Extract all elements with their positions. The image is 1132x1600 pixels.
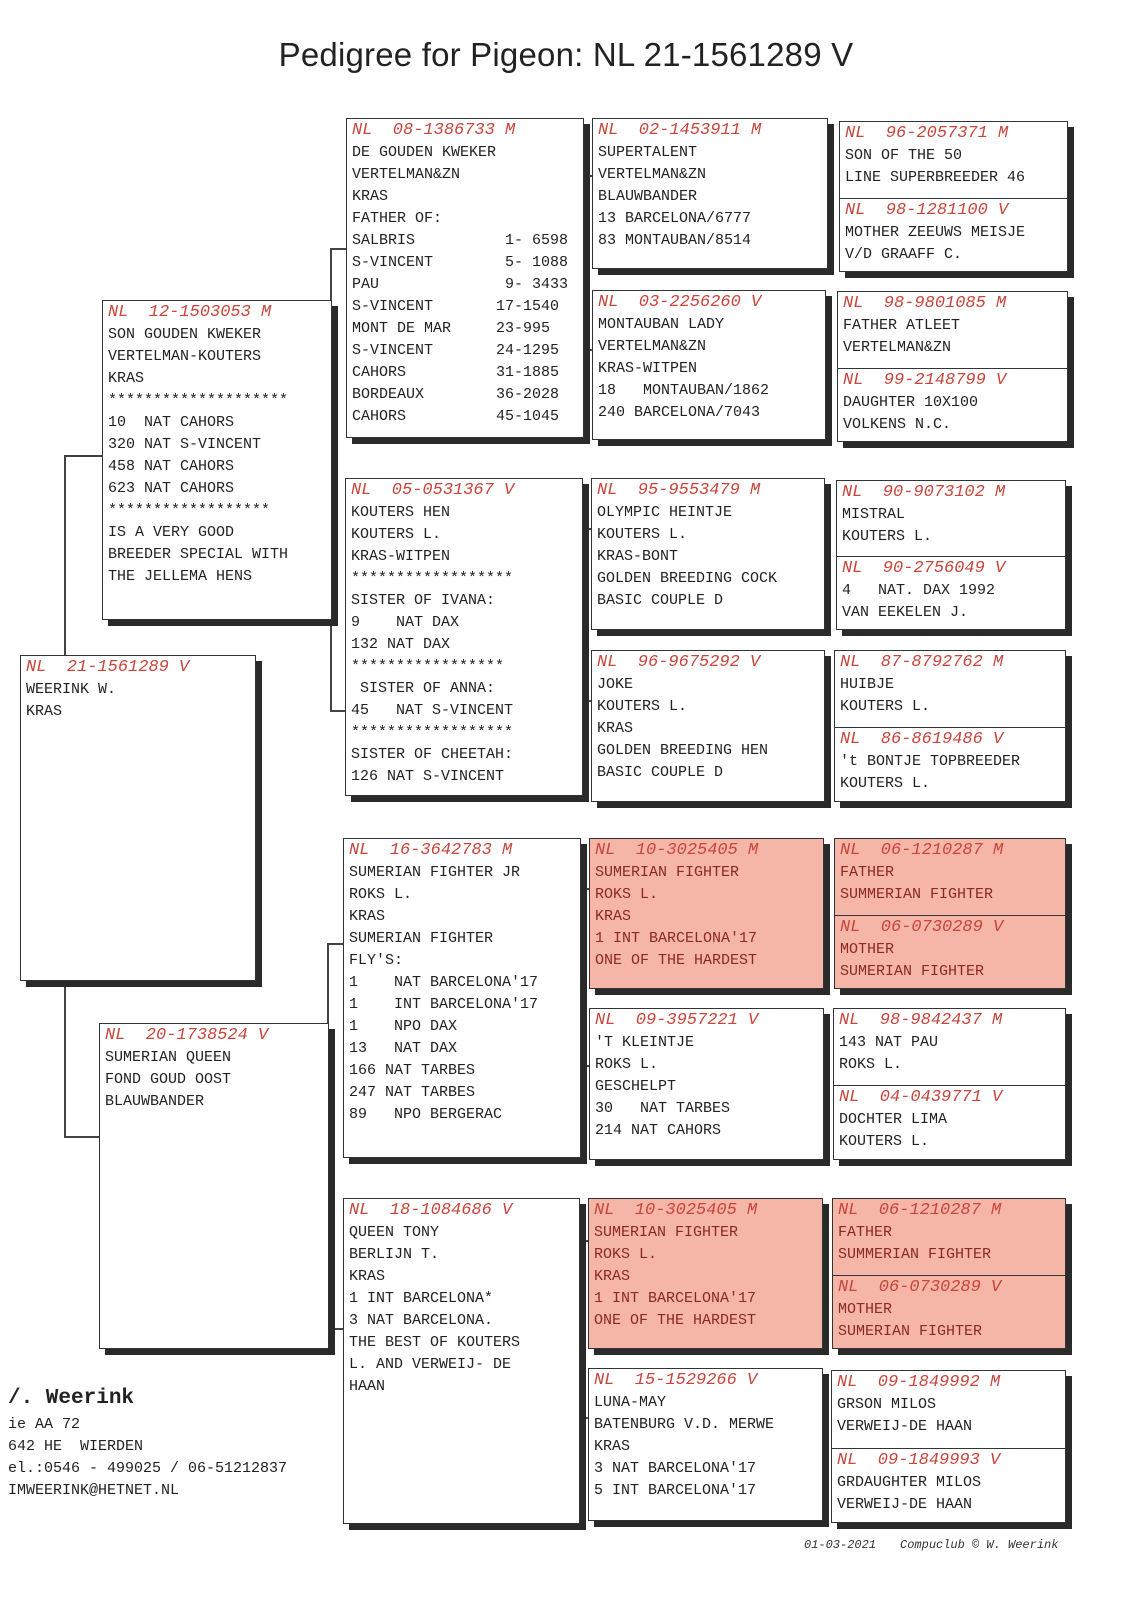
pigeon-info-line: SUMERIAN QUEEN [105, 1049, 232, 1066]
g5-cell [833, 1199, 1065, 1275]
pigeon-info-line: L. AND VERWEIJ- DE [349, 1356, 512, 1373]
ssd-card [592, 290, 826, 440]
dds-card [588, 1198, 823, 1349]
ring-number: NL 90-2756049 V [842, 559, 1006, 578]
pigeon-info-line: SALBRIS 1- 6598 [352, 232, 569, 249]
pigeon-info-line: 623 NAT CAHORS [108, 480, 235, 497]
pigeon-info-line: 13 NAT DAX [349, 1040, 458, 1057]
ring-number: NL 98-9801085 M [843, 294, 1007, 313]
pigeon-info-line: KRAS [349, 908, 386, 925]
ring-number: NL 96-9675292 V [597, 653, 761, 672]
pigeon-info-line: 320 NAT S-VINCENT [108, 436, 262, 453]
pigeon-info-line: VAN EEKELEN J. [842, 604, 969, 621]
g5-cell [834, 1085, 1065, 1160]
pigeon-info-line: KOUTERS L. [351, 526, 442, 543]
ring-number: NL 08-1386733 M [352, 121, 516, 140]
pigeon-info-line: 9 NAT DAX [351, 614, 460, 631]
owner-line: 642 HE WIERDEN [8, 1438, 144, 1455]
pigeon-info-line: DE GOUDEN KWEKER [352, 144, 497, 161]
connector-dam [64, 1136, 99, 1138]
pigeon-info-line: KRAS [108, 370, 145, 387]
pigeon-info-line: S-VINCENT 24-1295 [352, 342, 560, 359]
pigeon-info-line: SISTER OF CHEETAH: [351, 746, 514, 763]
pigeon-info-line: FLY'S: [349, 952, 404, 969]
ring-number: NL 98-1281100 V [845, 201, 1009, 220]
pigeon-info-line: KRAS [597, 720, 634, 737]
pigeon-info-line: 458 NAT CAHORS [108, 458, 235, 475]
pigeon-info-line: GESCHELPT [595, 1078, 677, 1095]
sire-dam-card [345, 478, 583, 796]
pigeon-info-line: FATHER ATLEET [843, 317, 961, 334]
pigeon-info-line: DAUGHTER 10X100 [843, 394, 979, 411]
pigeon-info-line: MOTHER [838, 1301, 893, 1318]
pigeon-info-line: 3 NAT BARCELONA'17 [594, 1460, 757, 1477]
pigeon-info-line: BLAUWBANDER [105, 1093, 205, 1110]
pigeon-info-line: LUNA-MAY [594, 1394, 667, 1411]
pigeon-info-line: 45 NAT S-VINCENT [351, 702, 514, 719]
pigeon-info-line: CAHORS 45-1045 [352, 408, 560, 425]
pigeon-info-line: KRAS [352, 188, 389, 205]
pigeon-info-line: KOUTERS L. [597, 526, 688, 543]
ring-number: NL 15-1529266 V [594, 1371, 758, 1390]
g5-cell [840, 198, 1067, 272]
pigeon-info-line: MOTHER ZEEUWS MEISJE [845, 224, 1026, 241]
ring-number: NL 09-1849992 M [837, 1373, 1001, 1392]
ring-number: NL 21-1561289 V [26, 658, 190, 677]
pigeon-info-line: 1 INT BARCELONA'17 [349, 996, 539, 1013]
pigeon-info-line: 30 NAT TARBES [595, 1100, 731, 1117]
ring-number: NL 86-8619486 V [840, 730, 1004, 749]
g5-cell [837, 481, 1065, 556]
ring-number: NL 06-1210287 M [840, 841, 1004, 860]
ring-number: NL 06-0730289 V [840, 918, 1004, 937]
pigeon-info-line: BLAUWBANDER [598, 188, 698, 205]
dam-dam-card [343, 1198, 580, 1524]
pigeon-info-line: CAHORS 31-1885 [352, 364, 560, 381]
ring-number: NL 90-9073102 M [842, 483, 1006, 502]
ring-number: NL 98-9842437 M [839, 1011, 1003, 1030]
ring-number: NL 09-3957221 V [595, 1011, 759, 1030]
pigeon-info-line: OLYMPIC HEINTJE [597, 504, 733, 521]
pigeon-info-line: V/D GRAAFF C. [845, 246, 963, 263]
pigeon-info-line: MOTHER [840, 941, 895, 958]
sds-card [591, 478, 825, 630]
pigeon-info-line: 1 INT BARCELONA* [349, 1290, 494, 1307]
pigeon-info-line: ****************** [351, 724, 514, 741]
subject-card [20, 655, 256, 981]
credit: Compuclub © W. Weerink [900, 1538, 1059, 1552]
ring-number: NL 12-1503053 M [108, 303, 272, 322]
pigeon-info-line: ONE OF THE HARDEST [595, 952, 758, 969]
pigeon-info-line: VERTELMAN&ZN [598, 338, 707, 355]
pigeon-info-line: GOLDEN BREEDING HEN [597, 742, 769, 759]
ring-number: NL 02-1453911 M [598, 121, 762, 140]
pigeon-info-line: KOUTERS L. [597, 698, 688, 715]
pigeon-info-line: 3 NAT BARCELONA. [349, 1312, 494, 1329]
pigeon-info-line: SUMMERIAN FIGHTER [840, 886, 994, 903]
pigeon-info-line: 18 MONTAUBAN/1862 [598, 382, 770, 399]
ring-number: NL 06-1210287 M [838, 1201, 1002, 1220]
pigeon-info-line: ONE OF THE HARDEST [594, 1312, 757, 1329]
sire-sire-card [346, 118, 584, 438]
pigeon-info-line: ****************** [108, 502, 271, 519]
pigeon-info-line: 10 NAT CAHORS [108, 414, 235, 431]
pigeon-info-line: BATENBURG V.D. MERWE [594, 1416, 775, 1433]
pigeon-info-line: 166 NAT TARBES [349, 1062, 476, 1079]
pigeon-info-line: FATHER [840, 864, 895, 881]
ring-number: NL 18-1084686 V [349, 1201, 513, 1220]
dss-card [589, 838, 824, 989]
pigeon-info-line: KRAS [349, 1268, 386, 1285]
pigeon-info-line: S-VINCENT 17-1540 [352, 298, 560, 315]
pigeon-info-line: ROKS L. [839, 1056, 903, 1073]
g5-pair-1 [839, 121, 1068, 272]
ddd-card [588, 1368, 823, 1521]
pigeon-info-line: ****************** [351, 570, 514, 587]
g5-cell [835, 727, 1065, 802]
ring-number: NL 95-9553479 M [597, 481, 761, 500]
pigeon-info-line: 89 NPO BERGERAC [349, 1106, 503, 1123]
ring-number: NL 10-3025405 M [595, 841, 759, 860]
ring-number: NL 87-8792762 M [840, 653, 1004, 672]
g5-cell [837, 556, 1065, 630]
pigeon-info-line: KRAS-BONT [597, 548, 679, 565]
pigeon-info-line: SUMMERIAN FIGHTER [838, 1246, 992, 1263]
pigeon-info-line: GRDAUGHTER MILOS [837, 1474, 982, 1491]
g5-cell [832, 1448, 1065, 1523]
sdd-card [591, 650, 825, 802]
pigeon-info-line: KRAS [594, 1268, 631, 1285]
pigeon-info-line: SON GOUDEN KWEKER [108, 326, 262, 343]
pigeon-info-line: ROKS L. [595, 886, 659, 903]
pigeon-info-line: VERTELMAN-KOUTERS [108, 348, 262, 365]
dam-card [99, 1023, 329, 1349]
pigeon-info-line: VOLKENS N.C. [843, 416, 952, 433]
pigeon-info-line: 132 NAT DAX [351, 636, 451, 653]
pigeon-info-line: SUMERIAN FIGHTER [349, 930, 494, 947]
pigeon-info-line: SUMERIAN FIGHTER [840, 963, 985, 980]
pigeon-info-line: BASIC COUPLE D [597, 592, 724, 609]
pigeon-info-line: ***************** [351, 658, 505, 675]
pigeon-info-line: VERWEIJ-DE HAAN [837, 1496, 973, 1513]
connector-dam-parents-top [327, 943, 343, 945]
g5-cell [832, 1371, 1065, 1448]
pigeon-info-line: KOUTERS HEN [351, 504, 451, 521]
pigeon-info-line: FOND GOUD OOST [105, 1071, 232, 1088]
ring-number: NL 96-2057371 M [845, 124, 1009, 143]
g5-cell [840, 122, 1067, 198]
g5-pair-3 [836, 480, 1066, 630]
page-title: Pedigree for Pigeon: NL 21-1561289 V [278, 36, 854, 73]
pigeon-info-line: MISTRAL [842, 506, 906, 523]
connector-sire [64, 455, 102, 457]
g5-cell [835, 915, 1065, 989]
g5-cell [838, 292, 1067, 368]
pigeon-info-line: HAAN [349, 1378, 386, 1395]
pigeon-info-line: S-VINCENT 5- 1088 [352, 254, 569, 271]
ring-number: NL 04-0439771 V [839, 1088, 1003, 1107]
ring-number: NL 05-0531367 V [351, 481, 515, 500]
pigeon-info-line: ******************** [108, 392, 289, 409]
pigeon-info-line: SON OF THE 50 [845, 147, 963, 164]
pigeon-info-line: KOUTERS L. [840, 775, 931, 792]
g5-cell [834, 1009, 1065, 1085]
pigeon-info-line: 126 NAT S-VINCENT [351, 768, 505, 785]
pigeon-info-line: VERTELMAN&ZN [598, 166, 707, 183]
g5-cell [835, 839, 1065, 915]
pigeon-info-line: 't BONTJE TOPBREEDER [840, 753, 1021, 770]
pigeon-info-line: ROKS L. [594, 1246, 658, 1263]
pigeon-info-line: LINE SUPERBREEDER 46 [845, 169, 1026, 186]
pigeon-info-line: THE JELLEMA HENS [108, 568, 253, 585]
g5-cell [835, 651, 1065, 727]
dam-sire-card [343, 838, 581, 1158]
pigeon-info-line: KOUTERS L. [842, 528, 933, 545]
g5-pair-5 [834, 838, 1066, 989]
g5-pair-4 [834, 650, 1066, 802]
pigeon-info-line: KOUTERS L. [839, 1133, 930, 1150]
pigeon-info-line: 214 NAT CAHORS [595, 1122, 722, 1139]
pigeon-info-line: 1 INT BARCELONA'17 [595, 930, 758, 947]
pigeon-info-line: KRAS [594, 1438, 631, 1455]
pigeon-info-line: THE BEST OF KOUTERS [349, 1334, 521, 1351]
pigeon-info-line: KRAS [595, 908, 632, 925]
pigeon-info-line: BASIC COUPLE D [597, 764, 724, 781]
pigeon-info-line: SISTER OF IVANA: [351, 592, 496, 609]
pigeon-info-line: 'T KLEINTJE [595, 1034, 695, 1051]
pigeon-info-line: FATHER [838, 1224, 893, 1241]
pigeon-info-line: BORDEAUX 36-2028 [352, 386, 560, 403]
g5-pair-7 [832, 1198, 1066, 1349]
pigeon-info-line: KOUTERS L. [840, 698, 931, 715]
pigeon-info-line: SISTER OF ANNA: [351, 680, 496, 697]
owner-name: /. Weerink [8, 1387, 135, 1410]
pigeon-info-line: 4 NAT. DAX 1992 [842, 582, 996, 599]
pigeon-info-line: GOLDEN BREEDING COCK [597, 570, 778, 587]
pigeon-info-line: QUEEN TONY [349, 1224, 440, 1241]
pigeon-info-line: SUMERIAN FIGHTER [594, 1224, 739, 1241]
pigeon-info-line: SUMERIAN FIGHTER JR [349, 864, 521, 881]
print-date: 01-03-2021 [804, 1538, 877, 1552]
ring-number: NL 09-1849993 V [837, 1451, 1001, 1470]
pigeon-info-line: 143 NAT PAU [839, 1034, 939, 1051]
sss-card [592, 118, 828, 269]
ring-number: NL 06-0730289 V [838, 1278, 1002, 1297]
ring-number: NL 16-3642783 M [349, 841, 513, 860]
pigeon-info-line: IS A VERY GOOD [108, 524, 235, 541]
owner-line: ie AA 72 [8, 1416, 81, 1433]
ring-number: NL 99-2148799 V [843, 371, 1007, 390]
pigeon-info-line: KRAS-WITPEN [351, 548, 451, 565]
owner-line: el.:0546 - 499025 / 06-51212837 [8, 1460, 288, 1477]
g5-pair-2 [837, 291, 1068, 442]
pigeon-info-line: 1 NAT BARCELONA'17 [349, 974, 539, 991]
ring-number: NL 10-3025405 M [594, 1201, 758, 1220]
ring-number: NL 03-2256260 V [598, 293, 762, 312]
g5-cell [838, 368, 1067, 442]
pigeon-info-line: VERWEIJ-DE HAAN [837, 1418, 973, 1435]
pigeon-info-line: GRSON MILOS [837, 1396, 937, 1413]
pigeon-info-line: WEERINK W. [26, 681, 117, 698]
pigeon-info-line: KRAS-WITPEN [598, 360, 698, 377]
pigeon-info-line: 1 NPO DAX [349, 1018, 458, 1035]
pigeon-info-line: ROKS L. [595, 1056, 659, 1073]
g5-pair-8 [831, 1370, 1066, 1523]
pigeon-info-line: HUIBJE [840, 676, 895, 693]
pigeon-info-line: 5 INT BARCELONA'17 [594, 1482, 757, 1499]
pigeon-info-line: SUMERIAN FIGHTER [595, 864, 740, 881]
pigeon-info-line: 240 BARCELONA/7043 [598, 404, 761, 421]
pigeon-info-line: MONT DE MAR 23-995 [352, 320, 551, 337]
pigeon-info-line: SUPERTALENT [598, 144, 698, 161]
pigeon-info-line: 1 INT BARCELONA'17 [594, 1290, 757, 1307]
dsd-card [589, 1008, 824, 1160]
ring-number: NL 20-1738524 V [105, 1026, 269, 1045]
pigeon-info-line: 13 BARCELONA/6777 [598, 210, 752, 227]
g5-cell [833, 1275, 1065, 1349]
pigeon-info-line: VERTELMAN&ZN [843, 339, 952, 356]
connector-sire-parents-top [330, 248, 346, 250]
pigeon-info-line: BERLIJN T. [349, 1246, 440, 1263]
pigeon-info-line: VERTELMAN&ZN [352, 166, 461, 183]
owner-email: IMWEERINK@HETNET.NL [8, 1482, 180, 1499]
pigeon-info-line: FATHER OF: [352, 210, 443, 227]
connector-dam-parents-bottom [327, 1328, 343, 1330]
g5-pair-6 [833, 1008, 1066, 1160]
footer [804, 1538, 1058, 1552]
pigeon-info-line: BREEDER SPECIAL WITH [108, 546, 289, 563]
pigeon-info-line: JOKE [597, 676, 634, 693]
pigeon-info-line: 247 NAT TARBES [349, 1084, 476, 1101]
pigeon-info-line: PAU 9- 3433 [352, 276, 569, 293]
owner-address [8, 1384, 348, 1502]
connector-sire-parents-bottom [330, 710, 345, 712]
pigeon-info-line: DOCHTER LIMA [839, 1111, 948, 1128]
pigeon-info-line: KRAS [26, 703, 63, 720]
pigeon-info-line: SUMERIAN FIGHTER [838, 1323, 983, 1340]
pigeon-info-line: 83 MONTAUBAN/8514 [598, 232, 752, 249]
sire-card [102, 300, 332, 620]
pigeon-info-line: ROKS L. [349, 886, 413, 903]
pigeon-info-line: MONTAUBAN LADY [598, 316, 725, 333]
